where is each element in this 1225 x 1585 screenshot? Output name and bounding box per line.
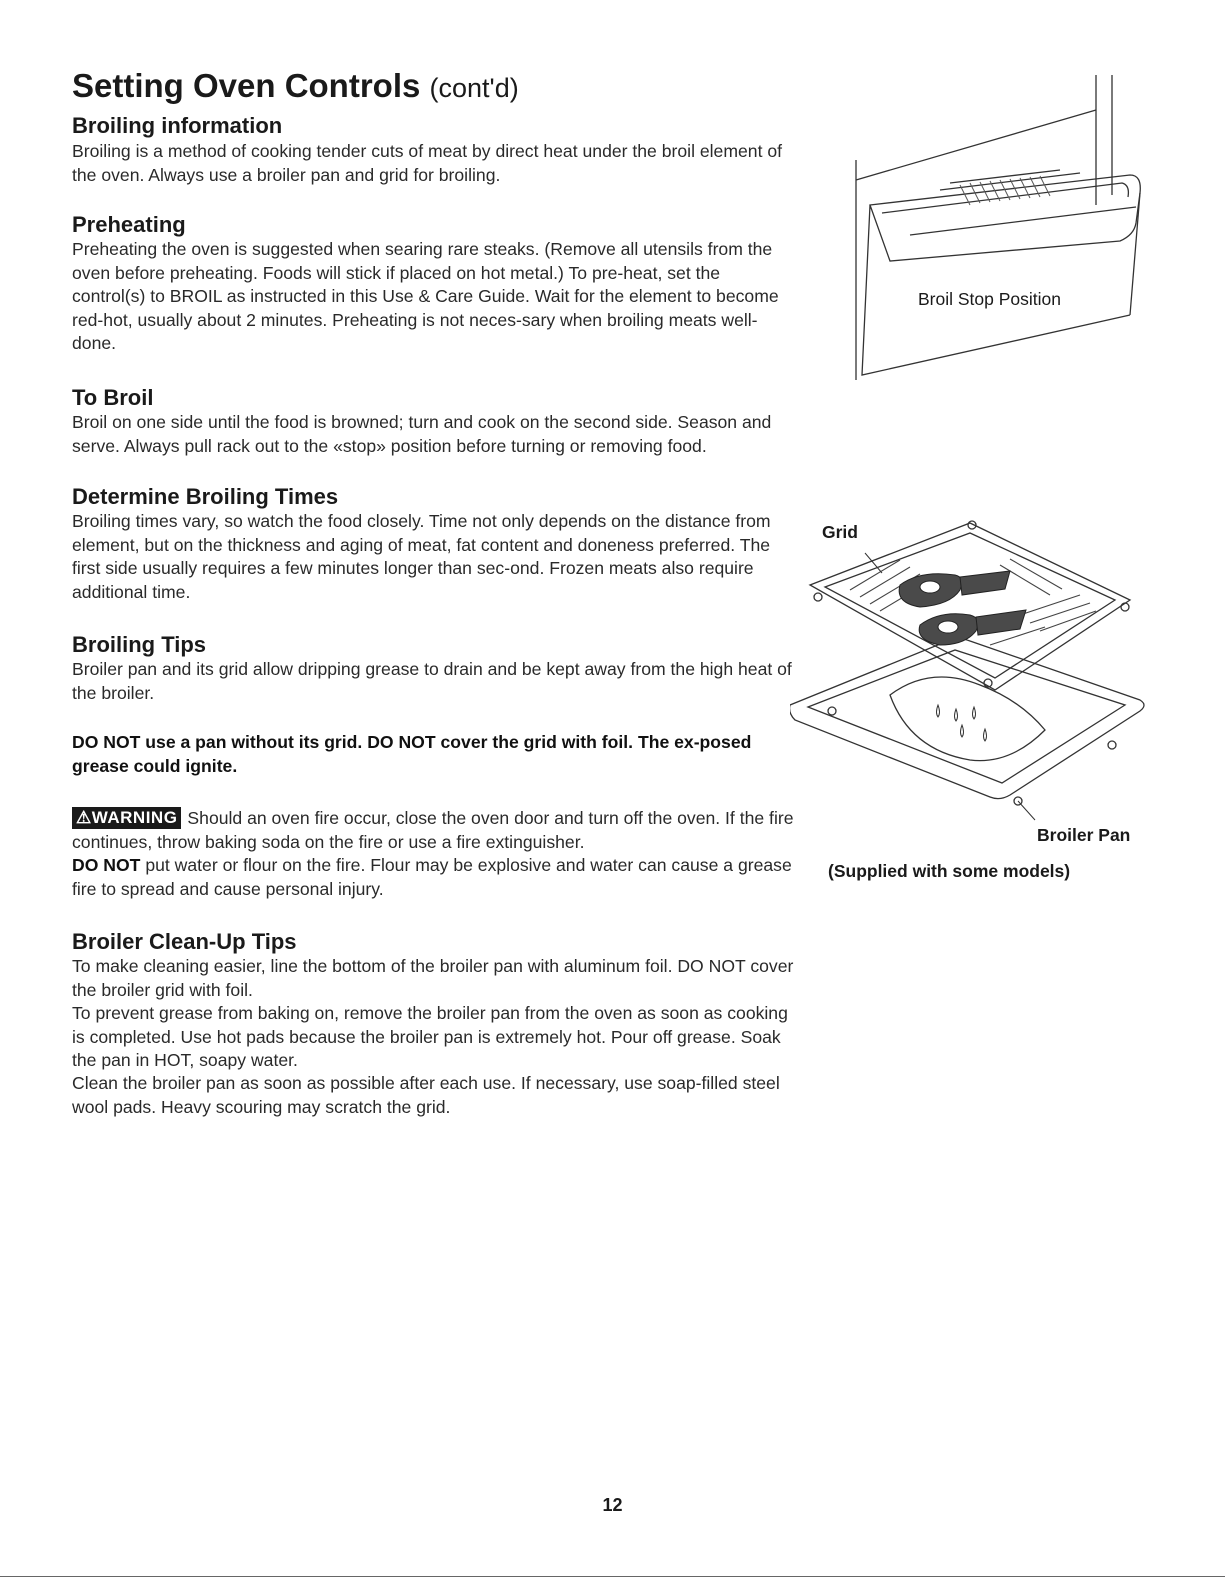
broiling-tips-text: Broiler pan and its grid allow dripping grease to drain and be kept away from the high heat of the broiler. <box>72 659 792 703</box>
warning-icon: ⚠ <box>76 808 92 827</box>
page-number: 12 <box>602 1495 623 1515</box>
heading-broiling-tips: Broiling Tips <box>72 632 207 657</box>
cleanup-text-1: To make cleaning easier, line the bottom of the broiler pan with aluminum foil. DO NOT cover the broiler grid with foil. <box>72 956 794 1000</box>
heading-preheating: Preheating <box>72 212 186 237</box>
heading-broiling-information: Broiling information <box>72 113 283 138</box>
heading-determine-broiling-times: Determine Broiling Times <box>72 484 339 509</box>
determine-broiling-times-text: Broiling times vary, so watch the food closely. Time not only depends on the distance from element, but on the thickness and aging of meat, fat content and doneness preferred. The first side usually requires a few minutes longer than sec-ond. Frozen meats also require additional time. <box>72 511 771 602</box>
broil-stop-position-label: Broil Stop Position <box>918 289 1061 309</box>
cleanup-text-3: Clean the broiler pan as soon as possible after each use. If necessary, use soap-filled steel wool pads. Heavy scouring may scratch the grid. <box>72 1073 780 1117</box>
cleanup-text-2: To prevent grease from baking on, remove the broiler pan from the oven as soon as cooking is completed. Use hot pads because the broiler pan is extremely hot. Pour off grease. Soak the pan in HOT, soapy water. <box>72 1003 788 1070</box>
broiling-information-text: Broiling is a method of cooking tender cuts of meat by direct heat under the broil element of the oven. Always use a broiler pan and grid for broiling. <box>72 141 783 185</box>
page-title: Setting Oven Controls (cont'd) <box>72 67 519 104</box>
to-broil-text: Broil on one side until the food is browned; turn and cook on the second side. Season and serve. Always pull rack out to the «stop» position before turning or removing food. <box>72 412 772 456</box>
page-title-suffix: (cont'd) <box>429 73 519 103</box>
caution-text: DO NOT use a pan without its grid. DO NOT cover the grid with foil. The ex-posed grease could ignite. <box>72 732 752 776</box>
broiler-pan-illustration <box>790 515 1160 825</box>
broiler-pan-label: Broiler Pan <box>1037 825 1131 845</box>
heading-to-broil: To Broil <box>72 385 154 410</box>
preheating-text: Preheating the oven is suggested when searing rare steaks. (Remove all utensils from the oven before preheating. Foods will stick if placed on hot metal.) To pre-heat, set the control(s) to BROIL as instructed in this Use & Care Guide. Wait for the element to become red-hot, usually about 2 minutes. Preheating is not neces-sary when broiling meats well-done. <box>72 239 779 353</box>
figure-caption: (Supplied with some models) <box>828 861 1071 881</box>
warning-badge: ⚠WARNING <box>72 807 181 829</box>
oven-broil-stop-illustration <box>850 75 1150 385</box>
heading-broiler-cleanup-tips: Broiler Clean-Up Tips <box>72 929 297 954</box>
warning-paragraph: ⚠WARNING Should an oven fire occur, close the oven door and turn off the oven. If the fire continues, throw baking soda on the fire or use a fire extinguisher. DO NOT put water or flour on the fire. Flour may be explosive and water can cause a grease fire to spread and cause personal injury. <box>72 808 794 899</box>
grid-label: Grid <box>822 522 858 542</box>
bottom-rule <box>0 1576 1225 1577</box>
